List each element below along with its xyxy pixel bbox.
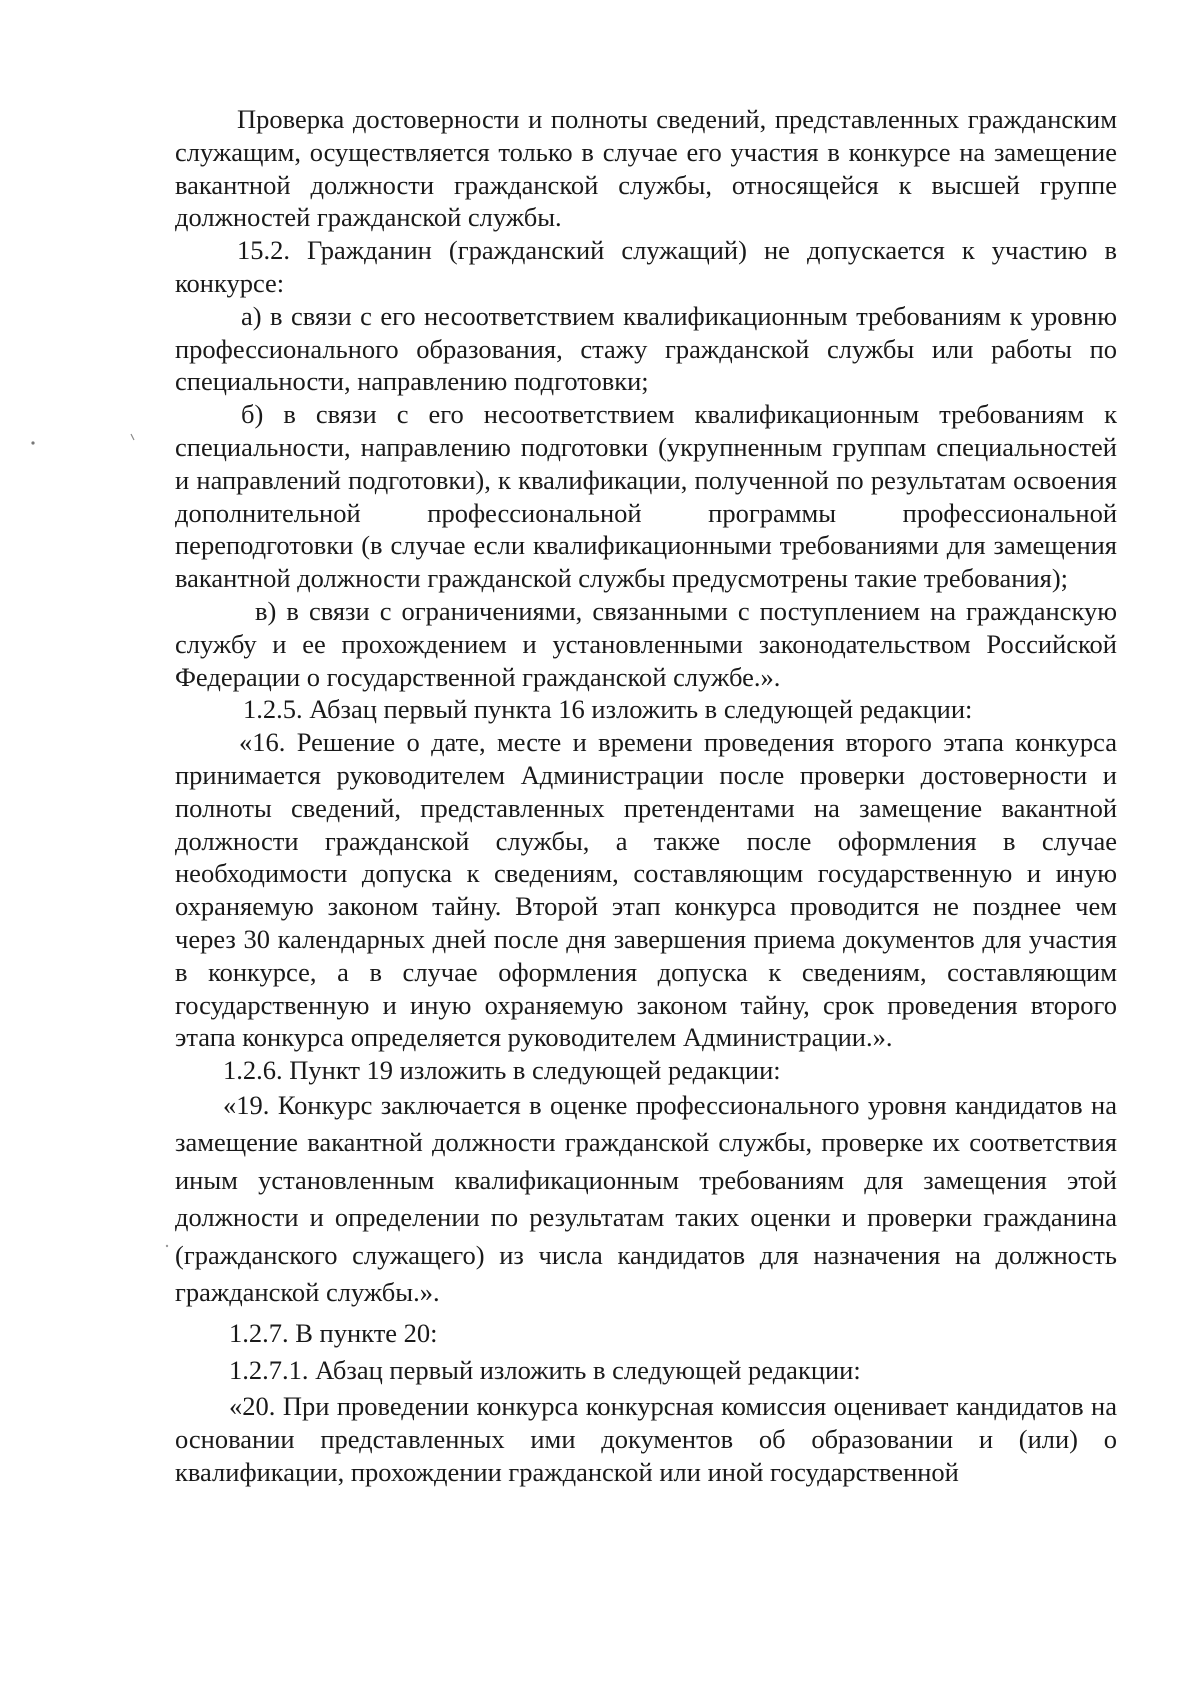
paragraph-point-20: «20. При проведении конкурса конкурсная комиссия оценивает кандидатов на основании представленных ими документов об образовании и (или) о квалификации, прохождении гражданской или иной государственной [175,1390,1117,1487]
scan-speck [31,441,34,444]
paragraph-point-16: «16. Решение о дате, месте и времени проведения второго этапа конкурса принимается руководителем Администрации после проверки достоверности и полноты сведений, представленных претендентами на замещение вакантной должности гражданской службы, а также после оформления в случае необходимости допуска к сведениям, составляющим государственную и иную охраняемую законом тайну. Второй этап конкурса проводится не позднее чем через 30 календарных дней после дня завершения приема документов для участия в конкурсе, а в случае оформления допуска к сведениям, составляющим государственную и иную охраняемую законом тайну, срок проведения второго этапа конкурса определяется руководителем Администрации.». [175,727,1117,1053]
paragraph-point-19: «19. Конкурс заключается в оценке профессионального уровня кандидатов на замещение вакантной должности гражданской службы, проверке их соответствия иным установленным квалификационным требованиям для замещения этой должности и определении по результатам таких оценки и проверки гражданина (гражданского служащего) из числа кандидатов для назначения на должность гражданской службы.». [175,1089,1117,1308]
paragraph-1-2-7-1: 1.2.7.1. Абзац первый изложить в следующей редакции: [229,1355,861,1386]
paragraph-15-2: 15.2. Гражданин (гражданский служащий) не допускается к участию в конкурсе: [175,235,1117,298]
paragraph-item-v: в) в связи с ограничениями, связанными с поступлением на гражданскую службу и ее прохождением и установленными законодательством Российской Федерации о государственной гражданской службе.». [175,595,1117,692]
paragraph-1-2-7: 1.2.7. В пункте 20: [229,1317,438,1348]
paragraph-item-b: б) в связи с его несоответствием квалификационным требованиям к специальности, направлению подготовки (укрупненным группам специальностей и направлений подготовки), к квалификации, полученной по результатам освоения дополнительной профессиональной программы профессиональной переподготовки (в случае если квалификационными требованиями для замещения вакантной должности гражданской службы предусмотрены такие требования); [175,399,1117,594]
paragraph-1-2-5: 1.2.5. Абзац первый пункта 16 изложить в следующей редакции: [243,694,973,725]
paragraph-verification: Проверка достоверности и полноты сведений, представленных гражданским служащим, осуществляется только в случае его участия в конкурсе на замещение вакантной должности гражданской службы, относящейся к высшей группе должностей гражданской службы. [175,104,1117,233]
paragraph-item-a: а) в связи с его несоответствием квалификационным требованиям к уровню профессионального образования, стажу гражданской службы или работы по специальности, направлению подготовки; [175,300,1117,397]
scan-speck [131,434,134,440]
scan-speck [166,1245,168,1247]
document-body [175,103,1117,1488]
paragraph-1-2-6: 1.2.6. Пункт 19 изложить в следующей редакции: [223,1055,781,1086]
